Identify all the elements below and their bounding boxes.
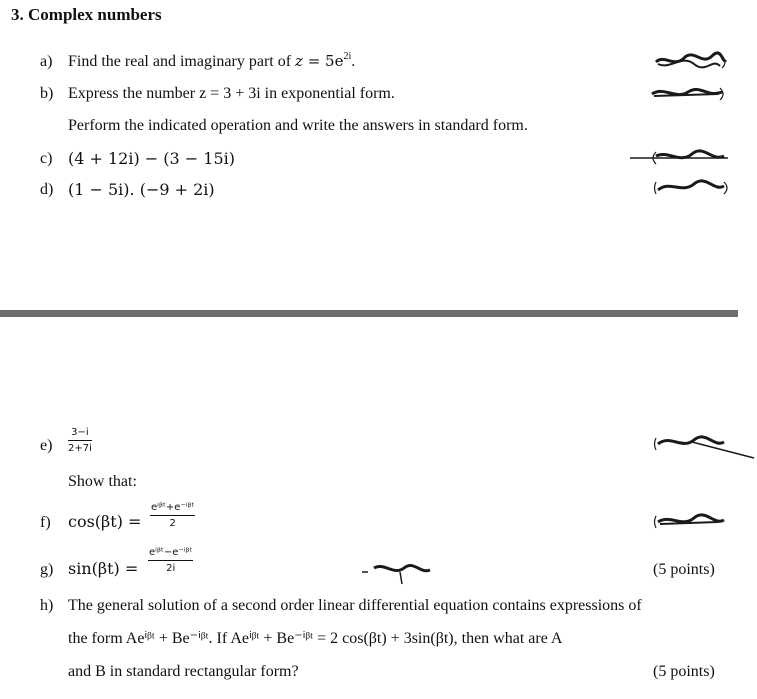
- item-f-lhs: cos(βt) =: [68, 512, 142, 531]
- item-d-label: d): [40, 181, 54, 198]
- item-g-fraction: [148, 548, 193, 574]
- section-title: 3. Complex numbers: [11, 5, 162, 24]
- item-a-end: .: [351, 53, 356, 70]
- scribble-f-points: [652, 510, 730, 532]
- item-e-label: e): [40, 437, 53, 454]
- item-b-label: b): [40, 85, 54, 102]
- item-g-points: (5 points): [653, 561, 715, 578]
- item-g-denominator: 2i: [166, 563, 176, 574]
- item-h-line1: The general solution of a second order linear differential equation contains expressions of: [68, 597, 642, 614]
- scribble-a-points: [650, 50, 730, 74]
- item-a-exp: 2i: [343, 51, 352, 62]
- item-f-denominator: 2: [169, 518, 176, 529]
- item-g-numerator: eⁱᵝᵗ−e⁻ⁱᵝᵗ: [148, 548, 193, 561]
- item-h-points: (5 points): [653, 663, 715, 680]
- page-divider: [0, 310, 738, 317]
- item-c-expr: (4 + 12i) − (3 − 15i): [68, 149, 236, 168]
- item-a-var: z: [295, 52, 303, 70]
- item-a-question: Find the real and imaginary part of: [68, 53, 296, 70]
- item-h-label: h): [40, 597, 54, 614]
- scribble-b-points: [648, 84, 728, 104]
- item-e-numerator: 3−i: [68, 428, 92, 441]
- scribble-g-mark: [360, 560, 432, 586]
- item-g-label: g): [40, 561, 54, 578]
- item-e-denominator: 2+7i: [68, 443, 92, 454]
- item-h-line2: the form Aeⁱᵝᵗ + Be⁻ⁱᵝᵗ. If Aeⁱᵝᵗ + Be⁻ⁱᵝᵗ = 2 cos(βt) + 3sin(βt), then what are A: [68, 630, 563, 647]
- item-c-label: c): [40, 150, 53, 167]
- item-b-text: Express the number z = 3 + 3i in exponential form.: [68, 85, 395, 102]
- item-f-numerator: eⁱᵝᵗ+e⁻ⁱᵝᵗ: [150, 503, 195, 516]
- item-h-line3: and B in standard rectangular form?: [68, 663, 299, 680]
- item-a-label: a): [40, 53, 53, 70]
- item-f-label: f): [40, 514, 51, 531]
- item-a-text: [68, 51, 356, 70]
- item-d-expr: (1 − 5i). (−9 + 2i): [68, 180, 215, 199]
- instruction-text: Perform the indicated operation and write the answers in standard form.: [68, 117, 528, 134]
- scribble-e-points: [652, 432, 756, 462]
- item-a-eq: = 5e: [302, 52, 344, 70]
- show-that-text: Show that:: [68, 473, 137, 490]
- item-f-fraction: [150, 503, 195, 529]
- item-g-lhs: sin(βt) =: [68, 559, 139, 578]
- scribble-d-points: [652, 176, 730, 198]
- item-e-fraction: [68, 428, 92, 454]
- scribble-c-points: [628, 148, 730, 168]
